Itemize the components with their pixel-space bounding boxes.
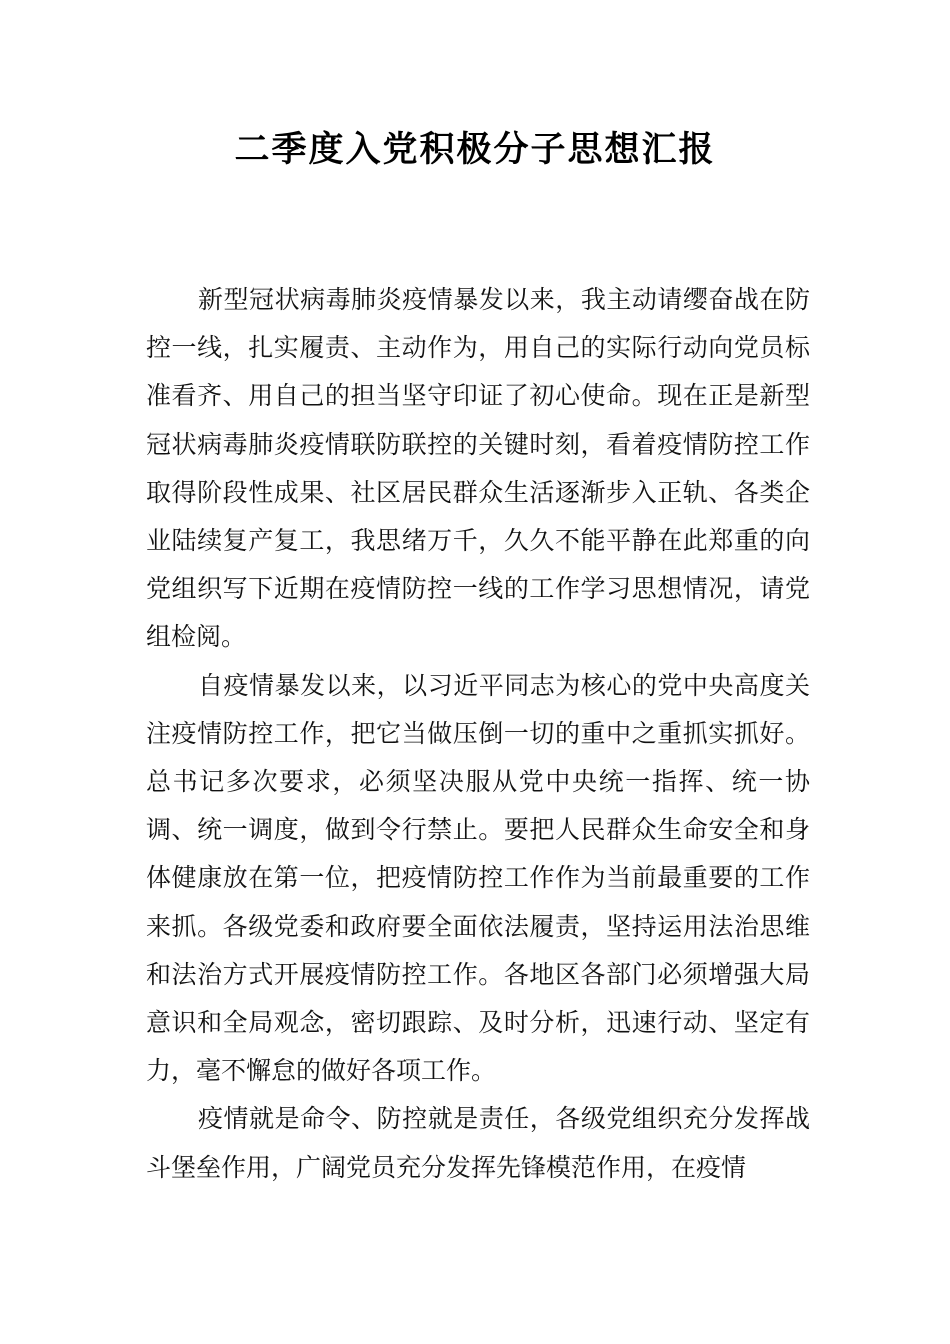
body-paragraph-1: 新型冠状病毒肺炎疫情暴发以来，我主动请缨奋战在防控一线，扎实履责、主动作为，用自己的实际行动向党员标准看齐、用自己的担当坚守印证了初心使命。现在正是新型冠状病毒肺炎疫情联防联控的关键时刻，看着疫情防控工作取得阶段性成果、社区居民群众生活逐渐步入正轨、各类企业陆续复产复工，我思绪万千，久久不能平静在此郑重的向党组织写下近期在疫情防控一线的工作学习思想情况，请党组检阅。 bbox=[146, 285, 810, 652]
document-title: 二季度入党积极分子思想汇报 bbox=[234, 130, 716, 170]
body-paragraph-3: 疫情就是命令、防控就是责任，各级党组织充分发挥战斗堡垒作用，广阔党员充分发挥先锋模范作用，在疫情 bbox=[146, 1104, 810, 1182]
body-paragraph-2: 自疫情暴发以来，以习近平同志为核心的党中央高度关注疫情防控工作，把它当做压倒一切的重中之重抓实抓好。总书记多次要求，必须坚决服从党中央统一指挥、统一协调、统一调度，做到令行禁止。要把人民群众生命安全和身体健康放在第一位，把疫情防控工作作为当前最重要的工作来抓。各级党委和政府要全面依法履责，坚持运用法治思维和法治方式开展疫情防控工作。各地区各部门必须增强大局意识和全局观念，密切跟踪、及时分析，迅速行动、坚定有力，毫不懈怠的做好各项工作。 bbox=[146, 670, 810, 1086]
document-body bbox=[146, 276, 810, 1192]
